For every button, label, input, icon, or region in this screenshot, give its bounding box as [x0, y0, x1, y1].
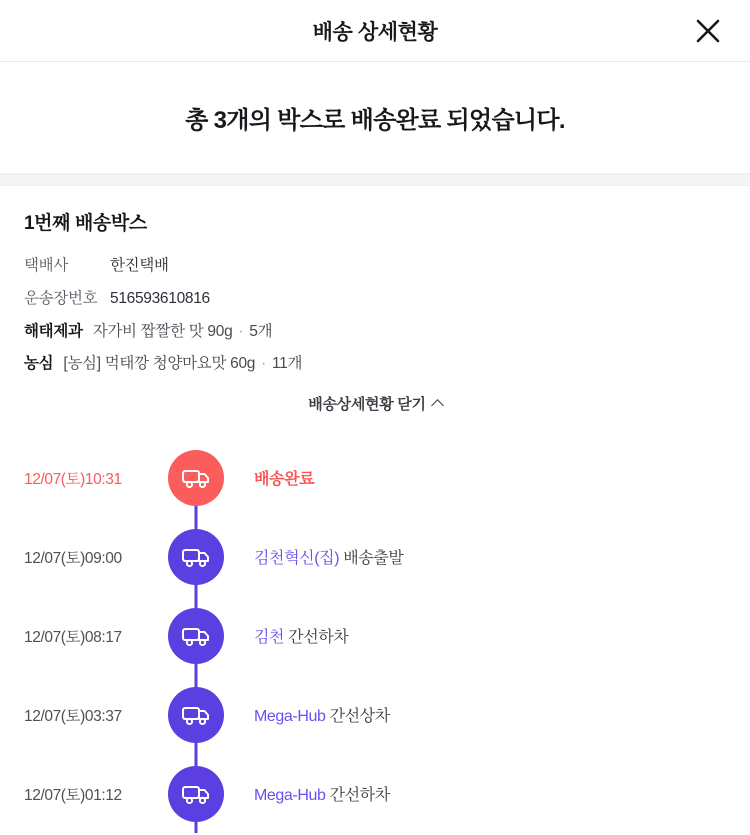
meta-row-tracking [24, 286, 726, 308]
meta-label-carrier: 택배사 [24, 257, 69, 274]
item-separator: · [261, 355, 266, 372]
timeline-label [234, 466, 314, 489]
item-quantity: 5개 [249, 323, 273, 340]
toggle-detail-wrap [24, 393, 726, 414]
timeline-node-cell [158, 675, 234, 754]
box-title: 1번째 배송박스 [24, 213, 147, 234]
timeline-time: 12/07(토)03:37 [24, 707, 122, 725]
list-item [24, 319, 726, 341]
timeline-node [168, 766, 224, 822]
timeline-location: Mega-Hub [254, 787, 326, 804]
timeline-node-cell [158, 596, 234, 675]
timeline-location: 김천혁신(집) [254, 550, 340, 567]
collapse-detail-button[interactable] [308, 393, 441, 414]
page-title: 배송 상세현황 [312, 20, 438, 44]
timeline-status: 배송완료 [254, 471, 315, 488]
timeline-row[interactable] [24, 517, 726, 596]
timeline-status: 간선하차 [288, 629, 349, 646]
truck-icon [181, 545, 211, 569]
truck-icon [181, 782, 211, 806]
timeline-node [168, 687, 224, 743]
timeline-time: 12/07(토)10:31 [24, 470, 122, 488]
collapse-detail-label: 배송상세현황 닫기 [308, 396, 426, 413]
timeline-time: 12/07(토)08:17 [24, 628, 122, 646]
timeline-status: 간선하차 [329, 787, 390, 804]
header [0, 0, 750, 62]
timeline-label [234, 782, 390, 805]
meta-value-tracking: 516593610816 [110, 290, 210, 307]
timeline-node [168, 529, 224, 585]
item-brand: 농심 [24, 355, 54, 372]
timeline-node-cell [158, 754, 234, 833]
timeline-node [168, 608, 224, 664]
timeline-status: 간선상차 [329, 708, 390, 725]
meta-row-carrier [24, 253, 726, 275]
tracking-timeline [0, 428, 750, 833]
timeline-time: 12/07(토)01:12 [24, 786, 122, 804]
timeline-label [234, 624, 348, 647]
timeline-time: 12/07(토)09:00 [24, 549, 122, 567]
summary-banner [0, 62, 750, 174]
timeline-location: 김천 [254, 629, 285, 646]
summary-text: 총 3개의 박스로 배송완료 되었습니다. [185, 107, 565, 134]
item-name: [농심] 먹태깡 청양마요맛 60g [63, 355, 256, 372]
timeline-row[interactable] [24, 596, 726, 675]
close-button[interactable] [686, 9, 730, 53]
timeline-label [234, 545, 403, 568]
meta-label-tracking: 운송장번호 [24, 290, 98, 307]
section-divider [0, 174, 750, 186]
meta-value-carrier: 한진택배 [110, 257, 169, 274]
timeline-node-cell [158, 517, 234, 596]
list-item [24, 351, 726, 373]
truck-icon [181, 624, 211, 648]
timeline-label [234, 703, 390, 726]
chevron-up-icon [431, 399, 444, 412]
timeline-status: 배송출발 [343, 550, 404, 567]
truck-icon [181, 703, 211, 727]
item-name: 자가비 짭짤한 맛 90g [92, 323, 233, 340]
close-icon [693, 16, 723, 46]
timeline-row[interactable] [24, 754, 726, 833]
delivery-box-section [0, 186, 750, 414]
timeline-node [168, 450, 224, 506]
timeline-row[interactable] [24, 675, 726, 754]
timeline-node-cell [158, 438, 234, 517]
item-separator: · [238, 323, 244, 340]
truck-icon [181, 466, 211, 490]
item-quantity: 11개 [271, 355, 303, 372]
timeline-location: Mega-Hub [254, 708, 326, 725]
timeline-row[interactable] [24, 438, 726, 517]
item-brand: 해태제과 [24, 323, 83, 340]
